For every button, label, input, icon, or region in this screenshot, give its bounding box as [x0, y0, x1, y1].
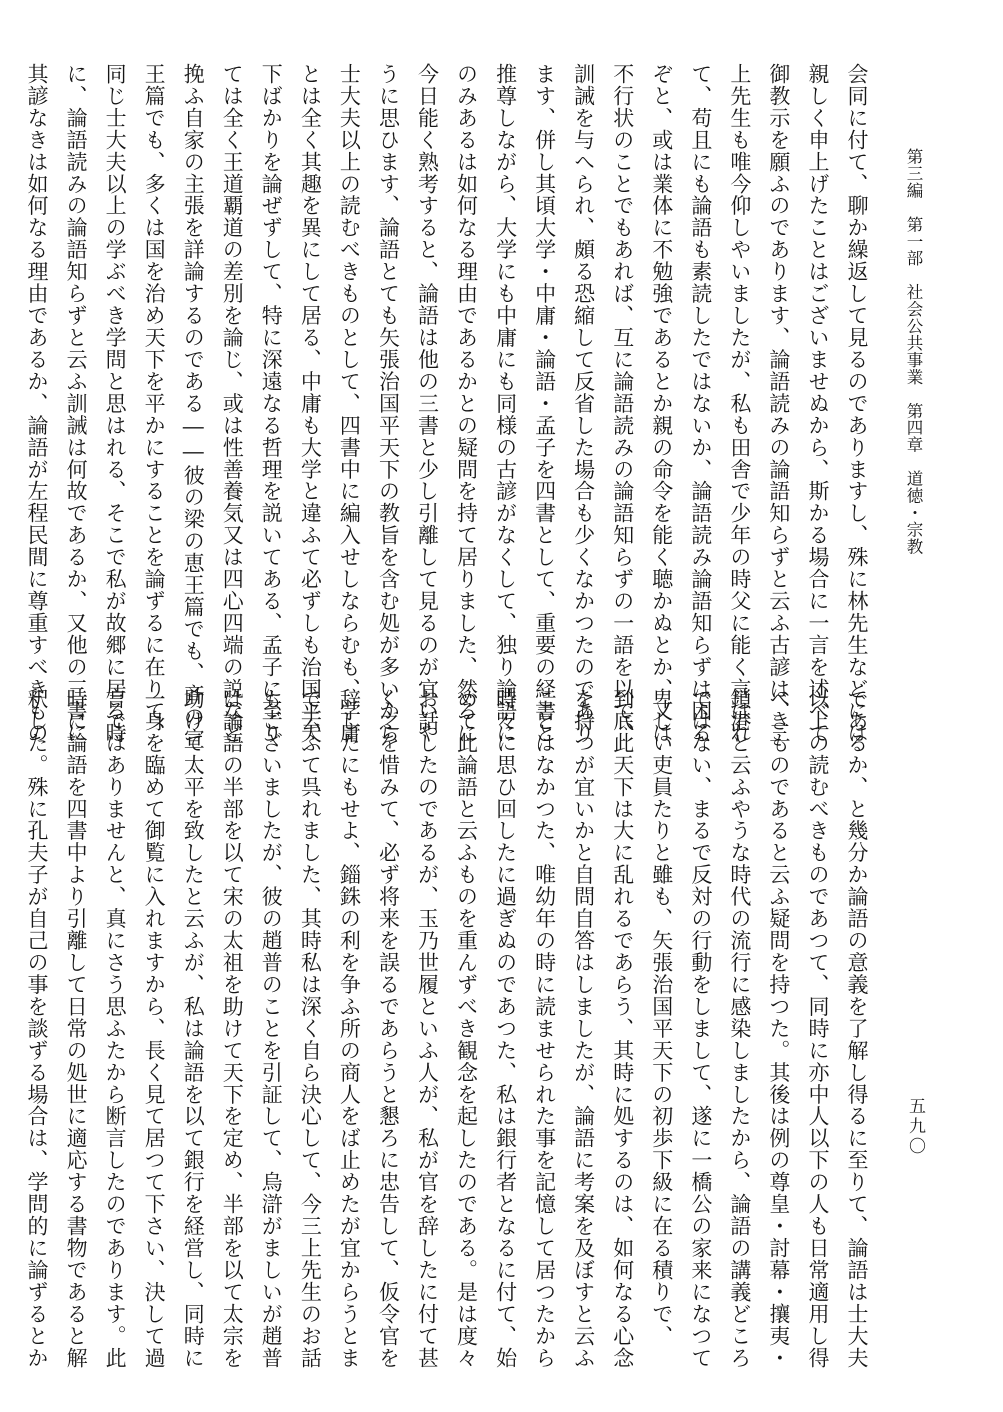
lower-text-line: 卑しい吏員たりと雖も、矢張治国平天下の初歩下級に在る積りで、	[649, 688, 674, 1347]
lower-text-line: 時に論語を四書中より引離して日常の処世に適応する書物であると解	[64, 688, 89, 1369]
lower-text-line: 到底此天下は大に乱れるであらう、其時に処するのは、如何なる心念	[610, 688, 635, 1369]
upper-text-line: 士大夫以上の読むべきものとして、四書中に編入せしならむも、学庸	[337, 63, 362, 744]
upper-text-line: 今日能く熟考すると、論語は他の三書と少し引離して見るのが宜いや	[415, 63, 440, 744]
lower-text-line: 以上の読むべきものであつて、同時に亦中人以下の人も日常適用し得	[805, 688, 830, 1369]
lower-text-line: ではない、まるで反対の行動をしまして、遂に一橋公の家来になつて	[688, 688, 713, 1369]
lower-text-line: 鎖港と云ふやうな時代の流行に感染しましたから、論語の講義どころ	[727, 688, 752, 1369]
upper-text-line: 上先生も唯今仰しやいましたが、私も田舎で少年の時父に能く言はれ	[727, 63, 752, 744]
lower-text-line: は論語の半部を以て宋の太祖を助けて天下を定め、半部を以て太宗を	[220, 688, 245, 1369]
body-text-lower-block	[17, 688, 876, 1369]
lower-text-line: めて此論語と云ふものを重んずべき観念を起したのである。是は度々	[454, 688, 479, 1369]
lower-text-line: 一身を臨めて御覧に入れますから、長く見て居つて下さい、決して過	[142, 688, 167, 1369]
upper-text-line: 御教示を願ふのであります、論語読みの論語知らずと云ふ古諺は、三	[766, 63, 791, 744]
upper-text-line: のみあるは如何なる理由であるかとの疑問を持て居りました、然るに	[454, 63, 479, 744]
lower-text-line: 言ではありませんと、真にさう思ふたから断言したのであります。此	[103, 688, 128, 1369]
upper-text-line: て、苟且にも論語も素読したではないか、論語読み論語知らずは困る	[688, 63, 713, 744]
lower-text-line: 助けて太平を致したと云ふが、私は論語を以て銀行を経営し、同時に	[181, 688, 206, 1369]
body-text-upper-block	[17, 63, 876, 750]
upper-text-line: 下ばかりを論ぜずして、特に深遠なる哲理を説いてある、孟子に至り	[259, 63, 284, 744]
upper-text-line: 会同に付て、聊か繰返して見るのでありますし、殊に林先生などには	[845, 63, 869, 744]
upper-text-line: 同じ士大夫以上の学ぶべき学問と思はれる、そこで私が故郷に居る時	[103, 63, 128, 744]
lower-text-line: もございましたが、彼の趙普のことを引証して、烏滸がましいが趙普	[259, 688, 284, 1369]
lower-text-line: 釈した。殊に孔夫子が自己の事を談ずる場合は、学問的に論ずるとか	[25, 688, 50, 1369]
lower-text-line: 時々に思ひ回したに過ぎぬのであつた、私は銀行者となるに付て、始	[493, 688, 518, 1369]
upper-text-line: 王篇でも、多くは国を治め天下を平かにすることを論ずるに在りて、	[142, 63, 167, 744]
upper-text-line: ぞと、或は業体に不勉強であるとか親の命令を能く聴かぬとか、又は	[649, 63, 674, 744]
page-number: 五九〇	[905, 1097, 925, 1157]
upper-text-line: とは全く其趣を異にして居る、中庸も大学と違ふて必ずしも治国平天	[298, 63, 323, 744]
lower-text-line: で云ふて呉れました、其時私は深く自ら決心して、今三上先生のお話	[298, 688, 323, 1369]
upper-text-line: 挽ふ自家の主張を詳論するのである――彼の梁の恵王篇でも、斉の宣	[181, 63, 206, 750]
lower-text-line: を持つが宜いかと自問自答はしましたが、論語に考案を及ぼすと云ふ	[571, 688, 596, 1369]
upper-text-line: 親しく申上げたことはございませぬから、斯かる場合に一言を述べて	[805, 63, 830, 744]
lower-text-line: ことはなかつた、唯幼年の時に読ませられた事を記憶して居つたから	[532, 688, 557, 1369]
upper-text-line: 其諺なきは如何なる理由であるか、論語が左程民間に尊重すべきもの	[25, 63, 50, 744]
upper-text-line: うに思ひます、論語とても矢張治国平天下の教旨を含む処が多いから	[376, 63, 401, 744]
lower-text-line: べきものであると云ふ疑問を持つた。其後は例の尊皇・討幕・攘夷・	[766, 688, 791, 1369]
upper-text-line: ます、併し其頃大学・中庸・論語・孟子を四書として、重要の経書と	[532, 63, 557, 744]
upper-text-line: 不行状のことでもあれば、互に論語読みの論語知らずの一語を以て、	[610, 63, 635, 744]
lower-text-line: であるか、と幾分か論語の意義を了解し得るに至りて、論語は士大夫	[845, 688, 869, 1369]
lower-text-line: お話したのであるが、玉乃世履といふ人が、私が官を辞したに付て甚	[415, 688, 440, 1369]
running-head: 第三編 第一部 社会公共事業 第四章 道徳・宗教	[904, 148, 923, 555]
upper-text-line: に、論語読みの論語知らずと云ふ訓誡は何故であるか、又他の三書に	[64, 63, 89, 744]
upper-text-line: ては全く王道覇道の差別を論じ、或は性善養気又は四心四端の説など	[220, 63, 245, 744]
upper-text-line: 訓誡を与へられ、頗る恐縮して反省した場合も少くなかつたのであり	[571, 63, 596, 744]
lower-text-line: 辞したにもせよ、錙銖の利を争ふ所の商人をば止めたが宜からうとま	[337, 688, 362, 1369]
lower-text-line: く之を惜みて、必ず将来を誤るであらうと懇ろに忠告して、仮令官を	[376, 688, 401, 1369]
upper-text-line: 推尊しながら、大学にも中庸にも同様の古諺がなくして、独り論語に	[493, 63, 518, 744]
